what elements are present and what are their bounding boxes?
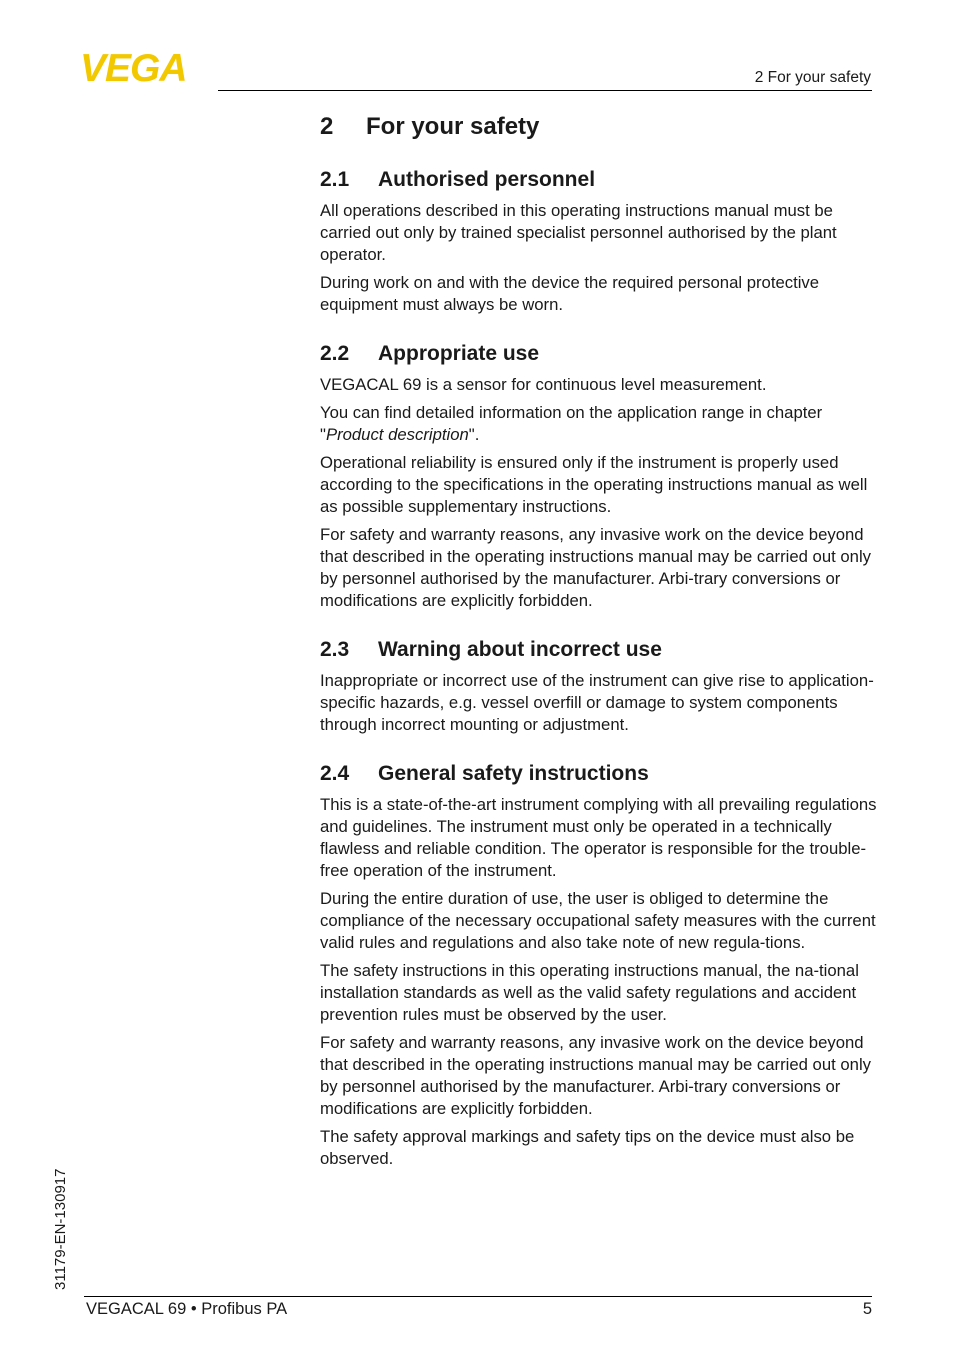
svg-text:VEGA: VEGA (80, 50, 187, 84)
footer-product: VEGACAL 69 • Profibus PA (86, 1300, 288, 1318)
page-number: 5 (862, 1300, 872, 1318)
header-chapter-label: 2 For your safety (754, 69, 871, 86)
section-heading (320, 636, 878, 664)
section-2-2 (320, 340, 878, 612)
paragraph: For safety and warranty reasons, any invasive work on the device beyond that described in the operating instructions manual may be carried out only by personnel authorised by the manufacturer. Arbi-trary conversions or modifications are explicitly forbidden. (320, 525, 871, 610)
paragraph: Inappropriate or incorrect use of the instrument can give rise to application-specific hazards, e.g. vessel overfill or damage to system components through incorrect mounting or adjustment. (320, 671, 874, 734)
paragraph: For safety and warranty reasons, any invasive work on the device beyond that described in the operating instructions manual may be carried out only by personnel authorised by the manufacturer. Arbi-trary conversions or modifications are explicitly forbidden. (320, 1033, 871, 1118)
paragraph: The safety instructions in this operating instructions manual, the na-tional installation standards as well as the valid safety regulations and accident prevention rules must be observed by the user. (320, 961, 859, 1024)
paragraph (320, 402, 878, 446)
section-title: General safety instructions (378, 762, 649, 785)
section-heading (320, 166, 878, 194)
header-divider (218, 90, 872, 91)
section-2-4 (320, 760, 878, 1170)
main-content (320, 110, 878, 1194)
paragraph-text: You can find detailed information on the application range in chapter " (320, 403, 823, 444)
chapter-number: 2 (320, 113, 334, 140)
section-2-1 (320, 166, 878, 316)
chapter-reference: Product description (325, 425, 469, 444)
document-id: 31179-EN-130917 (52, 1168, 69, 1290)
paragraph: The safety approval markings and safety tips on the device must also be observed. (320, 1127, 855, 1168)
paragraph: This is a state-of-the-art instrument complying with all prevailing regulations and guidelines. The instrument must only be operated in a technically flawless and reliable condition. The operator is responsible for the trouble-free operation of the instrument. (320, 795, 877, 880)
section-title: Appropriate use (378, 342, 540, 365)
section-2-3 (320, 636, 878, 736)
paragraph: During the entire duration of use, the user is obliged to determine the compliance of the necessary occupational safety measures with the current valid rules and regulations and also take note of new regula-tions. (320, 889, 876, 952)
vega-logo (80, 50, 212, 84)
paragraph: During work on and with the device the required personal protective equipment must always be worn. (320, 273, 820, 314)
chapter-title-text: For your safety (366, 113, 540, 140)
section-heading (320, 340, 878, 368)
section-title: Warning about incorrect use (378, 638, 662, 661)
section-number: 2.1 (320, 168, 350, 191)
section-number: 2.3 (320, 638, 350, 661)
section-title: Authorised personnel (378, 168, 596, 191)
section-number: 2.4 (320, 762, 350, 785)
paragraph: VEGACAL 69 is a sensor for continuous level measurement. (320, 375, 767, 394)
chapter-title (320, 110, 878, 144)
section-heading (320, 760, 878, 788)
paragraph: All operations described in this operating instructions manual must be carried out only by trained specialist personnel authorised by the plant operator. (320, 201, 837, 264)
section-number: 2.2 (320, 342, 350, 365)
paragraph-text: ". (468, 425, 480, 444)
footer-divider (84, 1296, 872, 1297)
paragraph: Operational reliability is ensured only if the instrument is properly used according to the specifications in the operating instructions manual as well as possible supplementary instructions. (320, 453, 868, 516)
